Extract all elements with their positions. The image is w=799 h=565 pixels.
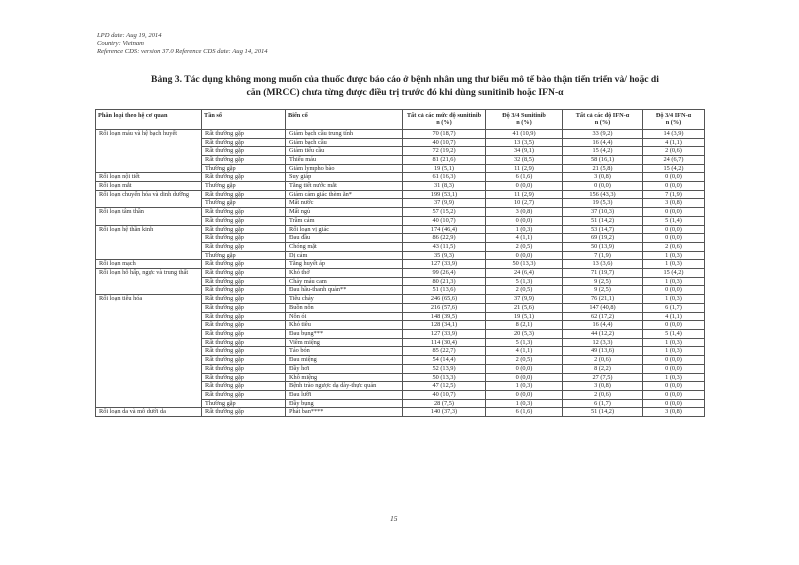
table-row [96, 225, 705, 234]
table-row [96, 129, 705, 138]
event-cell: Đầy hơi [286, 364, 403, 373]
frequency-cell: Rất thường gặp [202, 260, 286, 269]
all-grade-sunitinib-cell: 57 (15,2) [403, 208, 486, 217]
all-grade-sunitinib-cell: 47 (12,5) [403, 382, 486, 391]
organ-class-cell: Rối loạn máu và hệ bạch huyết [96, 129, 202, 173]
event-cell: Suy giáp [286, 173, 403, 182]
frequency-cell: Rất thường gặp [202, 321, 286, 330]
all-grade-sunitinib-cell: 40 (10,7) [403, 216, 486, 225]
table-body [96, 129, 705, 416]
event-cell: Đau bụng*** [286, 329, 403, 338]
table-row [96, 260, 705, 269]
grade34-sunitinib-cell: 32 (8,5) [486, 155, 563, 164]
all-grade-ifn-cell: 6 (1,7) [563, 399, 643, 408]
grade34-ifn-cell: 1 (0,3) [643, 277, 705, 286]
table-row [96, 182, 705, 191]
all-grade-ifn-cell: 27 (7,5) [563, 373, 643, 382]
grade34-sunitinib-cell: 0 (0,0) [486, 364, 563, 373]
event-cell: Táo bón [286, 347, 403, 356]
event-cell: Khó tiêu [286, 321, 403, 330]
grade34-sunitinib-cell: 1 (0,3) [486, 225, 563, 234]
all-grade-ifn-cell: 8 (2,2) [563, 364, 643, 373]
event-cell: Khô miệng [286, 373, 403, 382]
grade34-sunitinib-cell: 11 (2,9) [486, 164, 563, 173]
frequency-cell: Thường gặp [202, 251, 286, 260]
all-grade-ifn-cell: 9 (2,5) [563, 277, 643, 286]
all-grade-sunitinib-cell: 140 (37,3) [403, 408, 486, 417]
event-cell: Tiêu chảy [286, 295, 403, 304]
col-g34-sunitinib-header: Độ 3/4 Sunitinib n (%) [486, 110, 563, 130]
all-grade-sunitinib-cell: 40 (10,7) [403, 138, 486, 147]
event-cell: Khó thở [286, 269, 403, 278]
table-row [96, 190, 705, 199]
event-cell: Giảm bạch cầu [286, 138, 403, 147]
all-grade-ifn-cell: 71 (19,7) [563, 269, 643, 278]
all-grade-ifn-cell: 53 (14,7) [563, 225, 643, 234]
col-g34-ifn-header: Độ 3/4 IFN-α n (%) [643, 110, 705, 130]
grade34-ifn-cell: 1 (0,3) [643, 260, 705, 269]
grade34-sunitinib-cell: 50 (13,3) [486, 260, 563, 269]
all-grade-ifn-cell: 0 (0,0) [563, 182, 643, 191]
table-header-row [96, 110, 705, 130]
all-grade-sunitinib-cell: 72 (19,2) [403, 147, 486, 156]
frequency-cell: Rất thường gặp [202, 356, 286, 365]
grade34-sunitinib-cell: 20 (5,3) [486, 329, 563, 338]
grade34-sunitinib-cell: 3 (0,8) [486, 208, 563, 217]
grade34-ifn-cell: 4 (1,1) [643, 138, 705, 147]
frequency-cell: Rất thường gặp [202, 208, 286, 217]
grade34-ifn-cell: 0 (0,0) [643, 321, 705, 330]
grade34-ifn-cell: 14 (3,9) [643, 129, 705, 138]
grade34-ifn-cell: 0 (0,0) [643, 382, 705, 391]
event-cell: Đau miệng [286, 356, 403, 365]
all-grade-sunitinib-cell: 70 (18,7) [403, 129, 486, 138]
event-cell: Viêm miệng [286, 338, 403, 347]
all-grade-ifn-cell: 44 (12,2) [563, 329, 643, 338]
grade34-ifn-cell: 1 (0,3) [643, 347, 705, 356]
grade34-sunitinib-cell: 8 (2,1) [486, 321, 563, 330]
grade34-sunitinib-cell: 0 (0,0) [486, 390, 563, 399]
all-grade-sunitinib-cell: 127 (33,9) [403, 260, 486, 269]
frequency-cell: Rất thường gặp [202, 216, 286, 225]
frequency-cell: Rất thường gặp [202, 329, 286, 338]
all-grade-sunitinib-cell: 52 (13,9) [403, 364, 486, 373]
grade34-sunitinib-cell: 37 (9,9) [486, 295, 563, 304]
grade34-sunitinib-cell: 2 (0,5) [486, 242, 563, 251]
table-row [96, 408, 705, 417]
grade34-ifn-cell: 5 (1,4) [643, 329, 705, 338]
event-cell: Đầy bụng [286, 399, 403, 408]
all-grade-ifn-cell: 37 (10,3) [563, 208, 643, 217]
all-grade-ifn-cell: 50 (13,9) [563, 242, 643, 251]
reference-cds: Reference CDS: version 37.0 Reference CDS date: Aug 14, 2014 [97, 48, 268, 56]
all-grade-sunitinib-cell: 31 (8,3) [403, 182, 486, 191]
grade34-sunitinib-cell: 0 (0,0) [486, 182, 563, 191]
col-event-header: Biến cố [286, 110, 403, 130]
all-grade-sunitinib-cell: 51 (13,6) [403, 286, 486, 295]
all-grade-sunitinib-cell: 246 (65,6) [403, 295, 486, 304]
grade34-sunitinib-cell: 1 (0,3) [486, 399, 563, 408]
all-grade-sunitinib-cell: 35 (9,3) [403, 251, 486, 260]
all-grade-sunitinib-cell: 80 (21,3) [403, 277, 486, 286]
all-grade-ifn-cell: 16 (4,4) [563, 138, 643, 147]
all-grade-ifn-cell: 62 (17,2) [563, 312, 643, 321]
organ-class-cell: Rối loạn da và mô dưới da [96, 408, 202, 417]
all-grade-ifn-cell: 3 (0,8) [563, 173, 643, 182]
all-grade-sunitinib-cell: 85 (22,7) [403, 347, 486, 356]
all-grade-sunitinib-cell: 61 (16,3) [403, 173, 486, 182]
event-cell: Chóng mặt [286, 242, 403, 251]
frequency-cell: Rất thường gặp [202, 138, 286, 147]
all-grade-sunitinib-cell: 50 (13,3) [403, 373, 486, 382]
event-cell: Nôn ói [286, 312, 403, 321]
frequency-cell: Rất thường gặp [202, 147, 286, 156]
grade34-sunitinib-cell: 6 (1,6) [486, 173, 563, 182]
grade34-sunitinib-cell: 41 (10,9) [486, 129, 563, 138]
grade34-ifn-cell: 0 (0,0) [643, 208, 705, 217]
event-cell: Phát ban**** [286, 408, 403, 417]
event-cell: Tăng huyết áp [286, 260, 403, 269]
event-cell: Thiếu máu [286, 155, 403, 164]
all-grade-ifn-cell: 49 (13,6) [563, 347, 643, 356]
all-grade-ifn-cell: 3 (0,8) [563, 382, 643, 391]
frequency-cell: Rất thường gặp [202, 364, 286, 373]
col-all-sunitinib-header: Tất cả các mức độ sunitinib n (%) [403, 110, 486, 130]
grade34-sunitinib-cell: 34 (9,1) [486, 147, 563, 156]
grade34-sunitinib-cell: 13 (3,5) [486, 138, 563, 147]
adverse-events-table [95, 109, 705, 417]
organ-class-cell: Rối loạn hệ thần kinh [96, 225, 202, 260]
all-grade-sunitinib-cell: 199 (53,1) [403, 190, 486, 199]
all-grade-sunitinib-cell: 37 (9,9) [403, 199, 486, 208]
frequency-cell: Rất thường gặp [202, 190, 286, 199]
all-grade-ifn-cell: 147 (40,8) [563, 303, 643, 312]
grade34-ifn-cell: 0 (0,0) [643, 399, 705, 408]
all-grade-ifn-cell: 69 (19,2) [563, 234, 643, 243]
grade34-sunitinib-cell: 21 (5,6) [486, 303, 563, 312]
grade34-sunitinib-cell: 4 (1,1) [486, 234, 563, 243]
all-grade-ifn-cell: 16 (4,4) [563, 321, 643, 330]
grade34-sunitinib-cell: 0 (0,0) [486, 373, 563, 382]
event-cell: Giảm lympho bào [286, 164, 403, 173]
frequency-cell: Rất thường gặp [202, 173, 286, 182]
organ-class-cell: Rối loạn mạch [96, 260, 202, 269]
frequency-cell: Thường gặp [202, 182, 286, 191]
all-grade-sunitinib-cell: 86 (22,9) [403, 234, 486, 243]
event-cell: Giảm tiểu cầu [286, 147, 403, 156]
event-cell: Mất ngủ [286, 208, 403, 217]
all-grade-sunitinib-cell: 148 (39,5) [403, 312, 486, 321]
grade34-ifn-cell: 0 (0,0) [643, 364, 705, 373]
all-grade-ifn-cell: 12 (3,3) [563, 338, 643, 347]
all-grade-ifn-cell: 21 (5,8) [563, 164, 643, 173]
table-row [96, 173, 705, 182]
all-grade-ifn-cell: 58 (16,1) [563, 155, 643, 164]
all-grade-ifn-cell: 7 (1,9) [563, 251, 643, 260]
event-cell: Trầm cảm [286, 216, 403, 225]
grade34-sunitinib-cell: 4 (1,1) [486, 347, 563, 356]
all-grade-sunitinib-cell: 114 (30,4) [403, 338, 486, 347]
frequency-cell: Rất thường gặp [202, 155, 286, 164]
grade34-ifn-cell: 4 (1,1) [643, 312, 705, 321]
grade34-sunitinib-cell: 24 (6,4) [486, 269, 563, 278]
organ-class-cell: Rối loạn chuyển hóa và dinh dưỡng [96, 190, 202, 207]
grade34-sunitinib-cell: 6 (1,6) [486, 408, 563, 417]
page-number: 15 [390, 514, 398, 523]
all-grade-sunitinib-cell: 128 (34,1) [403, 321, 486, 330]
event-cell: Giảm bạch cầu trung tính [286, 129, 403, 138]
grade34-sunitinib-cell: 5 (1,3) [486, 277, 563, 286]
all-grade-ifn-cell: 2 (0,6) [563, 356, 643, 365]
col-frequency-header: Tần số [202, 110, 286, 130]
all-grade-ifn-cell: 9 (2,5) [563, 286, 643, 295]
all-grade-sunitinib-cell: 43 (11,5) [403, 242, 486, 251]
organ-class-cell: Rối loạn tiêu hóa [96, 295, 202, 408]
frequency-cell: Rất thường gặp [202, 338, 286, 347]
grade34-ifn-cell: 0 (0,0) [643, 286, 705, 295]
frequency-cell: Rất thường gặp [202, 242, 286, 251]
frequency-cell: Rất thường gặp [202, 269, 286, 278]
all-grade-sunitinib-cell: 174 (46,4) [403, 225, 486, 234]
table-row [96, 295, 705, 304]
all-grade-sunitinib-cell: 81 (21,6) [403, 155, 486, 164]
lpd-date: LPD date: Aug 19, 2014 [97, 32, 162, 39]
frequency-cell: Rất thường gặp [202, 312, 286, 321]
all-grade-sunitinib-cell: 19 (5,1) [403, 164, 486, 173]
all-grade-sunitinib-cell: 28 (7,5) [403, 399, 486, 408]
frequency-cell: Thường gặp [202, 399, 286, 408]
event-cell: Bệnh trào ngược dạ dày-thực quản [286, 382, 403, 391]
all-grade-ifn-cell: 76 (21,1) [563, 295, 643, 304]
event-cell: Buồn nôn [286, 303, 403, 312]
grade34-ifn-cell: 1 (0,3) [643, 373, 705, 382]
grade34-ifn-cell: 1 (0,3) [643, 295, 705, 304]
frequency-cell: Rất thường gặp [202, 303, 286, 312]
grade34-sunitinib-cell: 10 (2,7) [486, 199, 563, 208]
frequency-cell: Rất thường gặp [202, 225, 286, 234]
document-header [97, 32, 268, 57]
grade34-sunitinib-cell: 11 (2,9) [486, 190, 563, 199]
event-cell: Rối loạn vị giác [286, 225, 403, 234]
event-cell: Tăng tiết nước mắt [286, 182, 403, 191]
frequency-cell: Rất thường gặp [202, 129, 286, 138]
grade34-ifn-cell: 3 (0,8) [643, 408, 705, 417]
organ-class-cell: Rối loạn mắt [96, 182, 202, 191]
country: Country: Vietnam [97, 40, 144, 48]
grade34-sunitinib-cell: 0 (0,0) [486, 216, 563, 225]
grade34-ifn-cell: 3 (0,8) [643, 199, 705, 208]
grade34-ifn-cell: 1 (0,3) [643, 251, 705, 260]
all-grade-sunitinib-cell: 40 (10,7) [403, 390, 486, 399]
frequency-cell: Rất thường gặp [202, 347, 286, 356]
event-cell: Mất nước [286, 199, 403, 208]
all-grade-ifn-cell: 33 (9,2) [563, 129, 643, 138]
event-cell: Đau hầu-thanh quản** [286, 286, 403, 295]
frequency-cell: Rất thường gặp [202, 286, 286, 295]
frequency-cell: Rất thường gặp [202, 408, 286, 417]
grade34-ifn-cell: 15 (4,2) [643, 164, 705, 173]
grade34-ifn-cell: 2 (0,6) [643, 242, 705, 251]
grade34-ifn-cell: 0 (0,0) [643, 234, 705, 243]
frequency-cell: Rất thường gặp [202, 295, 286, 304]
all-grade-ifn-cell: 2 (0,6) [563, 390, 643, 399]
event-cell: Đau đầu [286, 234, 403, 243]
frequency-cell: Thường gặp [202, 164, 286, 173]
all-grade-ifn-cell: 13 (3,6) [563, 260, 643, 269]
grade34-ifn-cell: 0 (0,0) [643, 182, 705, 191]
frequency-cell: Rất thường gặp [202, 382, 286, 391]
all-grade-sunitinib-cell: 54 (14,4) [403, 356, 486, 365]
table-row [96, 269, 705, 278]
all-grade-sunitinib-cell: 216 (57,6) [403, 303, 486, 312]
frequency-cell: Rất thường gặp [202, 234, 286, 243]
grade34-sunitinib-cell: 1 (0,3) [486, 382, 563, 391]
grade34-sunitinib-cell: 2 (0,5) [486, 286, 563, 295]
all-grade-ifn-cell: 51 (14,2) [563, 408, 643, 417]
grade34-sunitinib-cell: 5 (1,3) [486, 338, 563, 347]
event-cell: Dị cảm [286, 251, 403, 260]
frequency-cell: Rất thường gặp [202, 373, 286, 382]
all-grade-ifn-cell: 15 (4,2) [563, 147, 643, 156]
grade34-ifn-cell: 0 (0,0) [643, 390, 705, 399]
organ-class-cell: Rối loạn hô hấp, ngực và trung thất [96, 269, 202, 295]
table-row [96, 208, 705, 217]
frequency-cell: Rất thường gặp [202, 390, 286, 399]
grade34-ifn-cell: 0 (0,0) [643, 225, 705, 234]
grade34-ifn-cell: 0 (0,0) [643, 356, 705, 365]
col-organ-header: Phân loại theo hệ cơ quan [96, 110, 202, 130]
grade34-sunitinib-cell: 0 (0,0) [486, 251, 563, 260]
event-cell: Giảm cảm giác thèm ăn* [286, 190, 403, 199]
table-title [80, 73, 730, 99]
all-grade-sunitinib-cell: 99 (26,4) [403, 269, 486, 278]
col-all-ifn-header: Tất cả các độ IFN-α n (%) [563, 110, 643, 130]
organ-class-cell: Rối loạn tâm thần [96, 208, 202, 225]
grade34-sunitinib-cell: 2 (0,5) [486, 356, 563, 365]
grade34-ifn-cell: 0 (0,0) [643, 173, 705, 182]
grade34-ifn-cell: 1 (0,3) [643, 338, 705, 347]
event-cell: Đau lưỡi [286, 390, 403, 399]
all-grade-ifn-cell: 19 (5,3) [563, 199, 643, 208]
frequency-cell: Rất thường gặp [202, 277, 286, 286]
table-title-line2: căn (MRCC) chưa từng được điều trị trước đó khi dùng sunitinib hoặc IFN-α [246, 87, 564, 98]
grade34-ifn-cell: 5 (1,4) [643, 216, 705, 225]
grade34-sunitinib-cell: 19 (5,1) [486, 312, 563, 321]
grade34-ifn-cell: 7 (1,9) [643, 190, 705, 199]
all-grade-sunitinib-cell: 127 (33,9) [403, 329, 486, 338]
table-title-line1: Bảng 3. Tác dụng không mong muốn của thuốc được báo cáo ở bệnh nhân ung thư biểu mô tế bào thận tiến triển và/ hoặc di [151, 74, 659, 85]
all-grade-ifn-cell: 156 (43,3) [563, 190, 643, 199]
grade34-ifn-cell: 24 (6,7) [643, 155, 705, 164]
frequency-cell: Thường gặp [202, 199, 286, 208]
organ-class-cell: Rối loạn nội tiết [96, 173, 202, 182]
grade34-ifn-cell: 15 (4,2) [643, 269, 705, 278]
grade34-ifn-cell: 6 (1,7) [643, 303, 705, 312]
all-grade-ifn-cell: 51 (14,2) [563, 216, 643, 225]
grade34-ifn-cell: 2 (0,6) [643, 147, 705, 156]
event-cell: Chảy máu cam [286, 277, 403, 286]
